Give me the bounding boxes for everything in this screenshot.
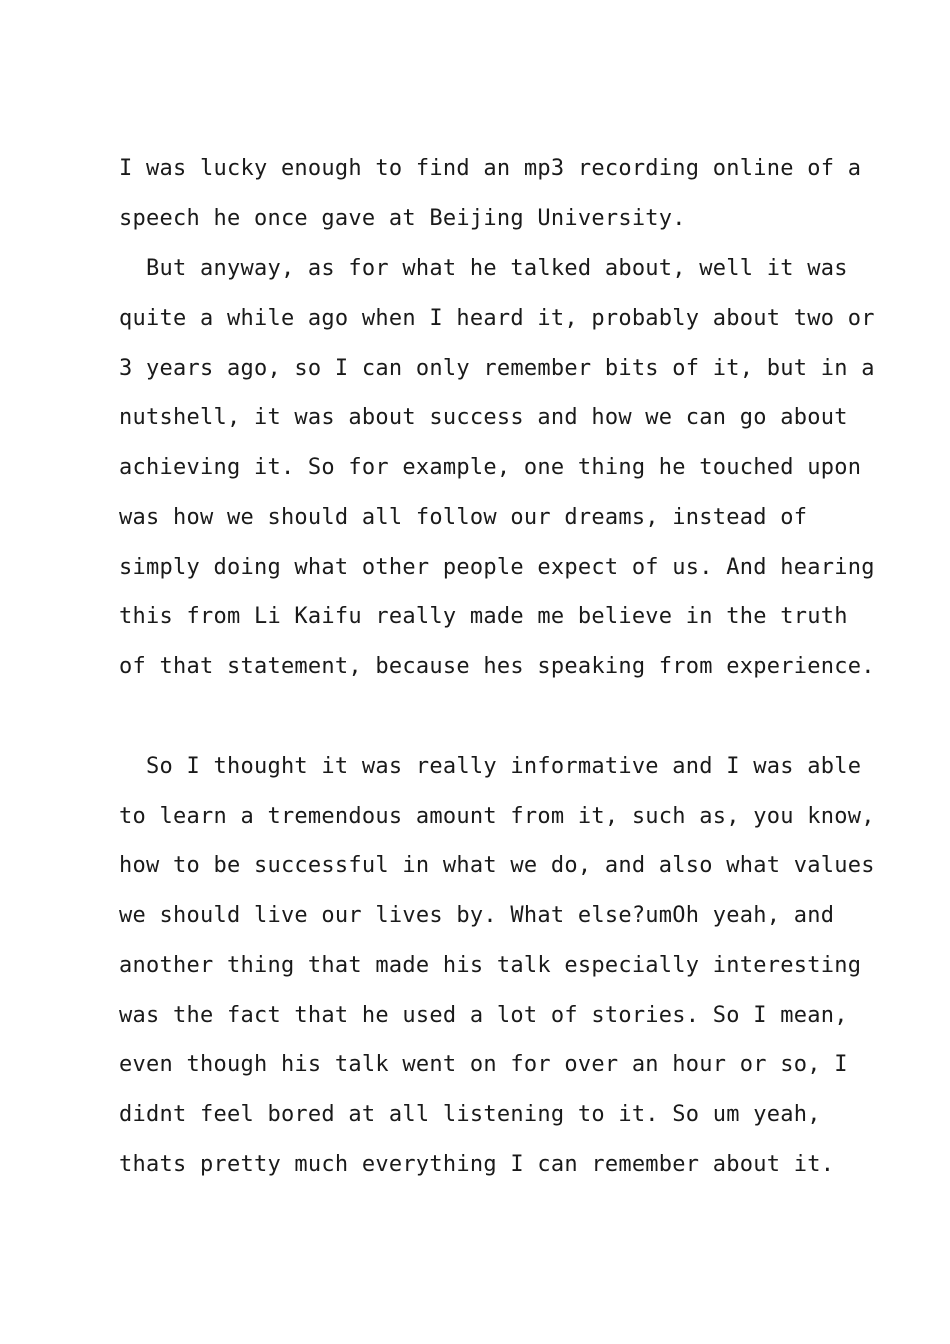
text-line: simply doing what other people expect of us. And hearing	[119, 555, 875, 580]
text-line: another thing that made his talk especially interesting	[119, 953, 862, 978]
text-line: to learn a tremendous amount from it, such as, you know,	[119, 804, 875, 829]
text-line: how to be successful in what we do, and also what values	[119, 853, 875, 878]
text-line: was the fact that he used a lot of stories. So I mean,	[119, 1003, 848, 1028]
text-line: didnt feel bored at all listening to it. So um yeah,	[119, 1102, 821, 1127]
text-line: this from Li Kaifu really made me believe in the truth	[119, 604, 848, 629]
text-line: even though his talk went on for over an hour or so, I	[119, 1052, 848, 1077]
text-line: of that statement, because hes speaking from experience.	[119, 654, 875, 679]
text-line: we should live our lives by. What else?umOh yeah, and	[119, 903, 835, 928]
text-line: achieving it. So for example, one thing he touched upon	[119, 455, 862, 480]
text-line: nutshell, it was about success and how we can go about	[119, 405, 848, 430]
text-line: So I thought it was really informative and I was able	[119, 754, 862, 779]
text-line: speech he once gave at Beijing University.	[119, 206, 686, 231]
text-line: I was lucky enough to find an mp3 recording online of a	[119, 156, 862, 181]
text-line: quite a while ago when I heard it, probably about two or	[119, 306, 875, 331]
text-line: thats pretty much everything I can remember about it.	[119, 1152, 835, 1177]
text-line: But anyway, as for what he talked about, well it was	[119, 256, 848, 281]
text-line: 3 years ago, so I can only remember bits of it, but in a	[119, 356, 875, 381]
text-line: was how we should all follow our dreams, instead of	[119, 505, 808, 530]
